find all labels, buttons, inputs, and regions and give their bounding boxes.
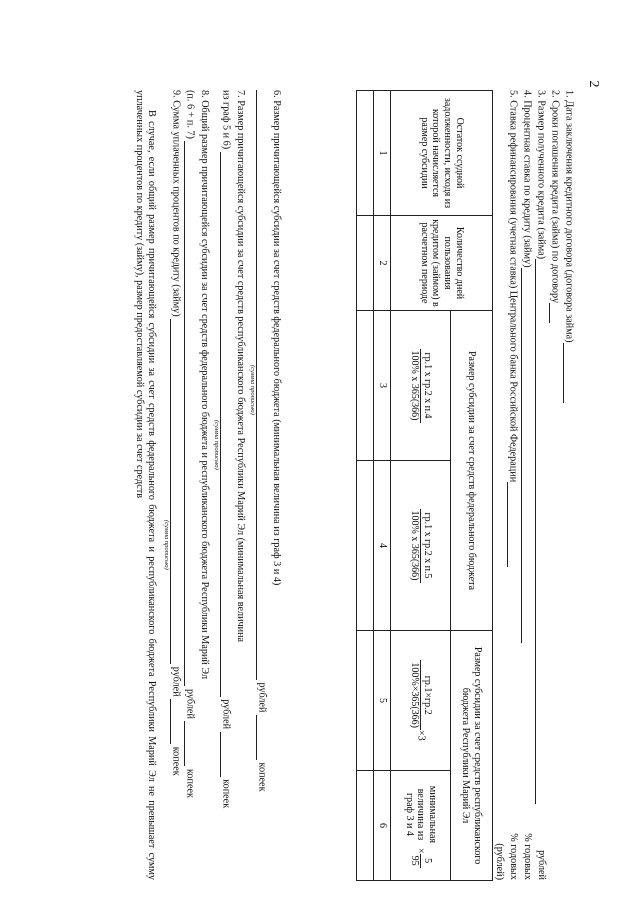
- item-9: [170, 90, 182, 880]
- item-8-line-2-text: (п. 6 + п. 7): [184, 90, 196, 139]
- column-number-2: 2: [374, 216, 391, 311]
- item-8-rub-blank[interactable]: [184, 141, 196, 686]
- field-3-label: 3. Размер полученного кредита (займа): [535, 90, 547, 260]
- field-5-blank[interactable]: [507, 482, 519, 567]
- field-2-label: 2. Сроки погашения кредита (займа) по договору: [549, 90, 561, 304]
- data-cell-5[interactable]: [357, 631, 374, 771]
- field-1-blank[interactable]: [563, 343, 575, 403]
- data-cell-3[interactable]: [357, 311, 374, 461]
- field-4-label: 4. Процентная ставка по кредиту (займу): [521, 90, 533, 268]
- item-6-rub-blank[interactable]: [256, 90, 268, 680]
- formula-5-denominator: 100%×365(366): [409, 662, 420, 729]
- field-2-blank[interactable]: [549, 303, 561, 323]
- item-9-rub-label: рублей: [170, 666, 182, 697]
- column-number-4: 4: [374, 461, 391, 631]
- formula-3-numerator: гр.1 х гр.2 х п.4: [420, 349, 433, 423]
- item-6-kop-blank[interactable]: [256, 715, 268, 760]
- field-3-unit: рублей: [536, 850, 547, 880]
- column-number-5: 5: [374, 631, 391, 771]
- formula-col-6: [391, 771, 451, 881]
- page-number: 2: [586, 80, 601, 88]
- field-4-unit: % годовых: [522, 833, 533, 880]
- field-4: [521, 90, 533, 880]
- field-5-label: 5. Ставка рефинансирования (учетная ставка) Центрального банка Российской Федерации: [507, 90, 519, 483]
- formula-col-3: [391, 311, 451, 461]
- item-7-kop-blank[interactable]: [220, 732, 232, 777]
- data-cell-4[interactable]: [357, 461, 374, 631]
- item-7-line-2-text: из граф 5 и 6): [220, 90, 232, 150]
- field-4-blank[interactable]: [521, 268, 533, 643]
- field-1: [563, 90, 575, 403]
- item-8-line-1: 8. Общий размер причитающейся субсидии за счет средств федерального бюджета и республиканского бюджета Республики Марий Эл: [199, 90, 210, 680]
- item-6-hint: (сумма прописью): [249, 365, 256, 415]
- field-3: [535, 90, 547, 880]
- item-7-line-2: [220, 90, 232, 880]
- table-unit-note: (рублей): [494, 843, 505, 880]
- formula-6-multiplier: ×: [415, 847, 427, 854]
- formula-4-numerator: гр.1 х гр.2 х п.5: [420, 509, 433, 583]
- formula-6-denominator: 95: [409, 855, 420, 866]
- field-2: [549, 90, 561, 323]
- item-9-kop-blank[interactable]: [170, 699, 182, 744]
- subsidy-table: [356, 90, 493, 881]
- item-9-hint: (сумма прописью): [163, 520, 170, 570]
- closing-paragraph: В случае, если общий размер причитающейся субсидии за счет средств федерального бюджета и республиканского бюджета Республики Марий Эл не превышает сумму уплаченных процентов по кредиту (займу), размер предоставляемой субсидии за счет средств: [134, 90, 157, 880]
- formula-3-denominator: 100% х 365(366): [409, 350, 420, 421]
- field-1-label: 1. Дата заключения кредитного договора (договора займа): [563, 90, 575, 343]
- item-7-line-1: 7. Размер причитающейся субсидии за счет средств республиканского бюджета Республики Марий Эл (минимальная величина: [235, 90, 246, 643]
- item-8-kop-label: копеек: [184, 769, 196, 798]
- field-3-blank[interactable]: [535, 259, 547, 804]
- item-6: 6. Размер причитающейся субсидии за счет средств федерального бюджета (минимальная величина из граф 3 и 4): [271, 90, 282, 586]
- formula-6-numerator: 5: [420, 854, 433, 868]
- column-number-3: 3: [374, 311, 391, 461]
- formula-6-text: минимальная величина из граф 3 и 4: [403, 785, 439, 843]
- header-federal-subsidy: Размер субсидии за счет средств федерального бюджета: [451, 311, 493, 631]
- item-9-rub-blank[interactable]: [170, 319, 182, 664]
- item-7-rub-label: рублей: [220, 699, 232, 730]
- header-days: Количество дней пользования кредитом (займом) в расчетном периоде: [391, 216, 493, 311]
- item-6-kop-label: копеек: [256, 762, 268, 792]
- item-7-kop-label: копеек: [220, 779, 232, 809]
- header-republic-subsidy: Размер субсидии за счет средств республиканского бюджета Республики Марий Эл: [451, 631, 493, 881]
- item-7-hint: (сумма прописью): [213, 420, 220, 470]
- data-cell-6[interactable]: [357, 771, 374, 881]
- item-6-rub-label: рублей: [256, 682, 268, 713]
- formula-5-numerator: гр.1×гр.2: [420, 660, 433, 730]
- item-8-line-2: [184, 90, 196, 880]
- formula-4-denominator: 100% х 365(366): [409, 510, 420, 581]
- item-9-kop-label: копеек: [170, 746, 182, 776]
- column-number-6: 6: [374, 771, 391, 881]
- formula-col-4: [391, 461, 451, 631]
- item-8-kop-blank[interactable]: [184, 721, 196, 766]
- data-cell-2[interactable]: [357, 216, 374, 311]
- header-debt-balance: Остаток ссудной задолженности, исходя из которой начисляется размер субсидии: [391, 91, 493, 216]
- field-5: [507, 90, 519, 880]
- item-6-amount: [256, 90, 268, 880]
- formula-5-multiplier: ×3: [415, 730, 427, 741]
- data-cell-1[interactable]: [357, 91, 374, 216]
- rotated-form: [75, 90, 575, 880]
- item-7-rub-blank[interactable]: [220, 152, 232, 697]
- item-8-rub-label: рублей: [184, 689, 196, 719]
- column-number-1: 1: [374, 91, 391, 216]
- formula-col-5: [391, 631, 451, 771]
- field-5-unit: % годовых: [508, 833, 519, 880]
- item-9-label: 9. Сумма уплаченных процентов по кредиту (займу): [170, 90, 182, 317]
